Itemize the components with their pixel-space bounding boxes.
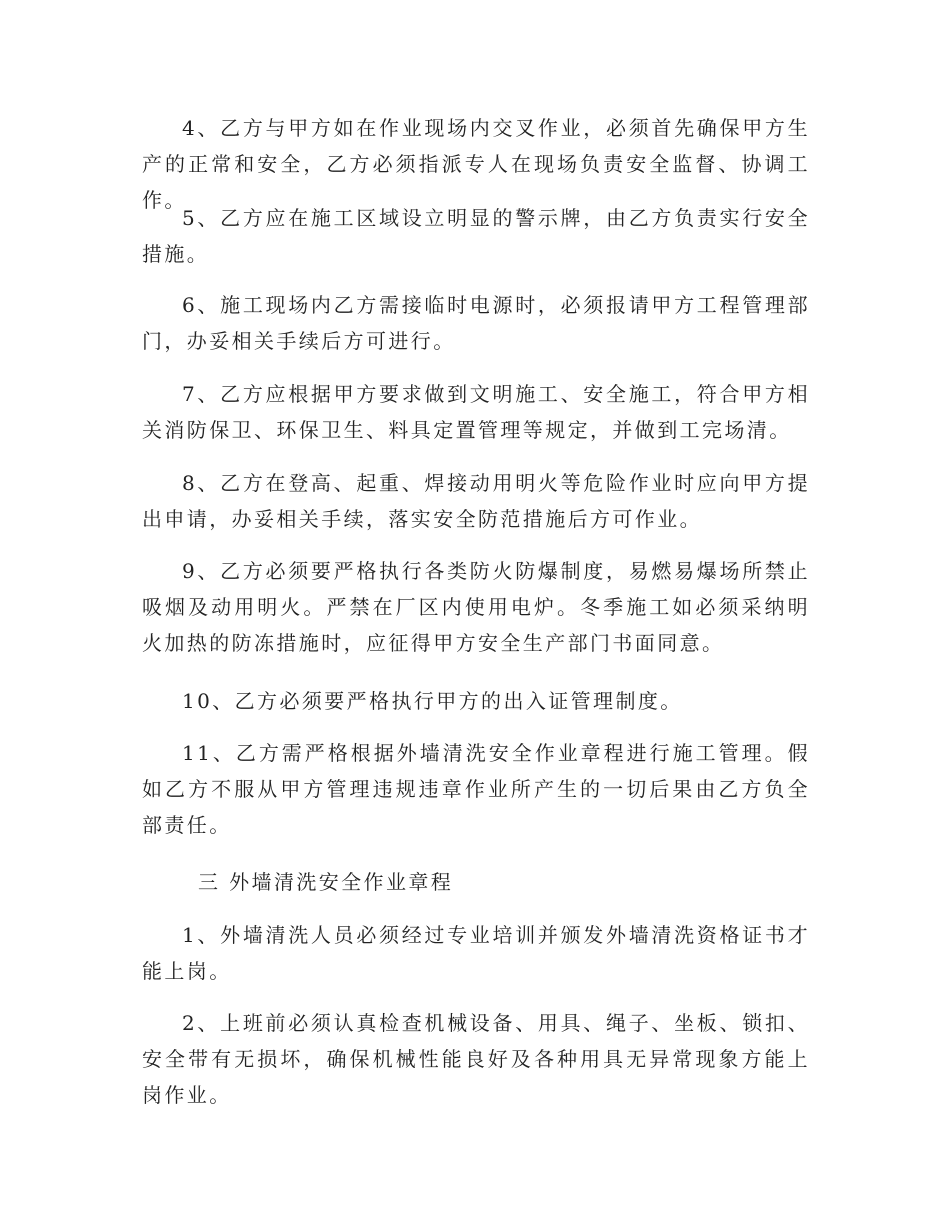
paragraph-item-8: 8、乙方在登高、起重、焊接动用明火等危险作业时应向甲方提出申请，办妥相关手续，落实安全防范措施后方可作业。 [142, 471, 810, 531]
paragraph-item-11: 11、乙方需严格根据外墙清洗安全作业章程进行施工管理。假如乙方不服从甲方管理违规违章作业所产生的一切后果由乙方负全部责任。 [142, 741, 810, 837]
paragraph-item-9: 9、乙方必须要严格执行各类防火防爆制度，易燃易爆场所禁止吸烟及动用明火。严禁在厂区内使用电炉。冬季施工如必须采纳明火加热的防冻措施时，应征得甲方安全生产部门书面同意。 [142, 559, 810, 655]
paragraph-item-10: 10、乙方必须要严格执行甲方的出入证管理制度。 [182, 689, 683, 713]
section-heading: 三 外墙清洗安全作业章程 [198, 870, 454, 894]
paragraph-item-4: 4、乙方与甲方如在作业现场内交叉作业，必须首先确保甲方生产的正常和安全，乙方必须指派专人在现场负责安全监督、协调工作。 [142, 116, 810, 212]
section-paragraph-2: 2、上班前必须认真检查机械设备、用具、绳子、坐板、锁扣、安全带有无损坏，确保机械性能良好及各种用具无异常现象方能上岗作业。 [142, 1011, 810, 1107]
paragraph-item-5: 5、乙方应在施工区域设立明显的警示牌，由乙方负责实行安全措施。 [142, 206, 810, 266]
paragraph-item-6: 6、施工现场内乙方需接临时电源时，必须报请甲方工程管理部门，办妥相关手续后方可进行。 [142, 293, 810, 353]
section-paragraph-1: 1、外墙清洗人员必须经过专业培训并颁发外墙清洗资格证书才能上岗。 [142, 923, 810, 983]
paragraph-item-7: 7、乙方应根据甲方要求做到文明施工、安全施工，符合甲方相关消防保卫、环保卫生、料具定置管理等规定，并做到工完场清。 [142, 382, 810, 442]
